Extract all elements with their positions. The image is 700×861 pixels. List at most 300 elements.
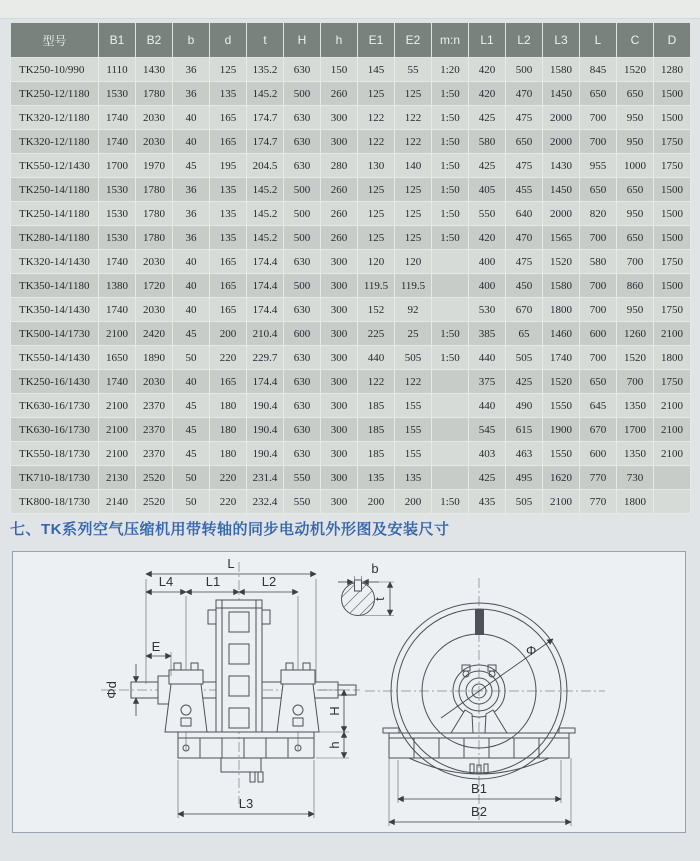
value-cell: 45 [173,394,210,418]
section-heading: 七、TK系列空气压缩机用带转轴的同步电动机外形图及安装尺寸 [10,521,450,538]
value-cell: 2030 [136,250,173,274]
value-cell [432,442,469,466]
value-cell: 475 [506,106,543,130]
model-cell: TK320-14/1430 [11,250,99,274]
value-cell: 1890 [136,346,173,370]
model-cell: TK250-12/1180 [11,82,99,106]
value-cell: 300 [321,346,358,370]
value-cell: 1520 [543,250,580,274]
value-cell: 400 [469,274,506,298]
table-row [11,58,691,82]
value-cell: 2100 [99,418,136,442]
column-header: 型号 [11,23,99,58]
value-cell: 2100 [654,442,691,466]
value-cell: 174.7 [247,106,284,130]
value-cell: 1750 [654,154,691,178]
value-cell [432,250,469,274]
value-cell: 40 [173,370,210,394]
value-cell: 195 [210,154,247,178]
value-cell: 2100 [99,442,136,466]
value-cell: 120 [358,250,395,274]
value-cell: 1700 [99,154,136,178]
value-cell: 1700 [617,418,654,442]
value-cell: 122 [358,130,395,154]
value-cell: 700 [617,250,654,274]
value-cell: 145.2 [247,226,284,250]
value-cell: 1530 [99,202,136,226]
value-cell: 260 [321,202,358,226]
value-cell: 500 [284,202,321,226]
model-cell: TK550-14/1430 [11,346,99,370]
model-cell: TK630-16/1730 [11,418,99,442]
value-cell: 2370 [136,418,173,442]
value-cell: 152 [358,298,395,322]
value-cell: 630 [284,346,321,370]
value-cell: 950 [617,298,654,322]
value-cell: 300 [321,442,358,466]
value-cell: 1000 [617,154,654,178]
value-cell: 1800 [654,346,691,370]
value-cell: 125 [358,202,395,226]
table-row [11,346,691,370]
model-cell: TK250-14/1180 [11,178,99,202]
value-cell: 463 [506,442,543,466]
value-cell: 700 [580,106,617,130]
value-cell: 730 [617,466,654,490]
value-cell: 1350 [617,442,654,466]
value-cell: 630 [284,154,321,178]
value-cell: 50 [173,346,210,370]
value-cell: 425 [506,370,543,394]
value-cell: 122 [395,106,432,130]
value-cell: 700 [580,298,617,322]
outline-drawing-box [12,551,686,833]
model-cell: TK800-18/1730 [11,490,99,514]
value-cell: 1900 [543,418,580,442]
column-header: h [321,23,358,58]
table-row [11,442,691,466]
value-cell: 50 [173,490,210,514]
value-cell: 630 [284,58,321,82]
value-cell: 145.2 [247,202,284,226]
column-header: B1 [99,23,136,58]
value-cell: 630 [284,298,321,322]
model-cell: TK500-14/1730 [11,322,99,346]
value-cell: 135 [210,178,247,202]
value-cell: 403 [469,442,506,466]
value-cell: 180 [210,442,247,466]
value-cell: 1500 [654,226,691,250]
value-cell: 280 [321,154,358,178]
column-header: L3 [543,23,580,58]
dim-label-h: h [327,741,342,749]
value-cell: 1740 [99,298,136,322]
value-cell: 220 [210,490,247,514]
value-cell: 650 [617,178,654,202]
value-cell: 650 [580,178,617,202]
column-header: d [210,23,247,58]
value-cell: 229.7 [247,346,284,370]
value-cell: 670 [580,418,617,442]
value-cell: 1800 [617,490,654,514]
model-cell: TK250-10/990 [11,58,99,82]
value-cell: 180 [210,418,247,442]
model-cell: TK350-14/1180 [11,274,99,298]
value-cell: 2100 [654,418,691,442]
table-row [11,370,691,394]
value-cell: 2370 [136,394,173,418]
value-cell: 1260 [617,322,654,346]
value-cell: 950 [617,202,654,226]
value-cell: 135.2 [247,58,284,82]
dim-label-phi: Φ [526,643,537,658]
value-cell: 700 [617,370,654,394]
value-cell: 2100 [99,322,136,346]
value-cell: 645 [580,394,617,418]
value-cell: 1740 [99,250,136,274]
value-cell: 500 [284,274,321,298]
value-cell: 600 [580,322,617,346]
value-cell: 125 [395,82,432,106]
value-cell: 1620 [543,466,580,490]
value-cell: 700 [580,130,617,154]
value-cell: 580 [580,250,617,274]
model-cell: TK320-12/1180 [11,106,99,130]
value-cell: 1:50 [432,178,469,202]
value-cell: 165 [210,298,247,322]
value-cell: 1520 [617,58,654,82]
value-cell: 425 [469,154,506,178]
value-cell: 2100 [99,394,136,418]
column-header: E2 [395,23,432,58]
column-header: H [284,23,321,58]
value-cell: 145.2 [247,178,284,202]
value-cell: 1530 [99,178,136,202]
value-cell: 1280 [654,58,691,82]
value-cell: 220 [210,346,247,370]
value-cell: 2100 [543,490,580,514]
value-cell: 36 [173,58,210,82]
value-cell: 630 [284,442,321,466]
spec-table-head-row [11,23,691,58]
value-cell: 2100 [654,322,691,346]
value-cell: 700 [580,226,617,250]
value-cell: 119.5 [395,274,432,298]
table-row [11,274,691,298]
column-header: m:n [432,23,469,58]
value-cell: 505 [395,346,432,370]
value-cell: 125 [358,82,395,106]
value-cell: 500 [284,82,321,106]
table-row [11,178,691,202]
value-cell: 130 [358,154,395,178]
front-view [365,578,605,826]
value-cell: 135 [358,466,395,490]
table-row [11,130,691,154]
value-cell: 120 [395,250,432,274]
value-cell: 1:50 [432,346,469,370]
value-cell: 1550 [543,394,580,418]
value-cell: 36 [173,178,210,202]
value-cell: 1:50 [432,490,469,514]
value-cell: 1530 [99,226,136,250]
value-cell: 1740 [543,346,580,370]
value-cell: 1580 [543,58,580,82]
value-cell: 1:50 [432,202,469,226]
value-cell: 640 [506,202,543,226]
column-header: L1 [469,23,506,58]
value-cell: 1:50 [432,322,469,346]
column-header: C [617,23,654,58]
value-cell: 300 [321,322,358,346]
value-cell: 1:50 [432,226,469,250]
value-cell: 1460 [543,322,580,346]
value-cell: 190.4 [247,442,284,466]
dim-label-L3: L3 [238,796,254,811]
column-header: D [654,23,691,58]
value-cell: 300 [321,298,358,322]
value-cell: 1530 [99,82,136,106]
model-cell: TK250-16/1430 [11,370,99,394]
value-cell: 65 [506,322,543,346]
value-cell: 1500 [654,202,691,226]
value-cell: 545 [469,418,506,442]
dim-label-t: t [372,597,387,601]
value-cell: 2030 [136,106,173,130]
value-cell: 1580 [543,274,580,298]
value-cell: 1:50 [432,130,469,154]
value-cell: 600 [284,322,321,346]
value-cell: 860 [617,274,654,298]
value-cell: 135 [395,466,432,490]
value-cell: 1110 [99,58,136,82]
value-cell: 190.4 [247,394,284,418]
value-cell: 955 [580,154,617,178]
value-cell: 185 [358,418,395,442]
table-row [11,106,691,130]
value-cell: 420 [469,58,506,82]
value-cell: 232.4 [247,490,284,514]
value-cell: 650 [617,82,654,106]
value-cell: 505 [506,490,543,514]
value-cell: 1500 [654,274,691,298]
value-cell [432,274,469,298]
value-cell: 1520 [543,370,580,394]
value-cell: 1350 [617,394,654,418]
table-row [11,466,691,490]
value-cell: 92 [395,298,432,322]
value-cell: 1740 [99,370,136,394]
value-cell: 1970 [136,154,173,178]
value-cell: 475 [506,154,543,178]
value-cell: 450 [506,274,543,298]
value-cell: 630 [284,130,321,154]
dim-label-b: b [371,561,379,576]
value-cell: 500 [284,226,321,250]
value-cell: 400 [469,250,506,274]
dim-label-L4: L4 [158,574,174,589]
value-cell [432,394,469,418]
value-cell: 50 [173,466,210,490]
value-cell: 1565 [543,226,580,250]
table-row [11,154,691,178]
value-cell: 385 [469,322,506,346]
model-cell: TK550-12/1430 [11,154,99,178]
value-cell: 180 [210,394,247,418]
value-cell: 420 [469,82,506,106]
table-row [11,202,691,226]
value-cell: 185 [358,442,395,466]
model-cell: TK710-18/1730 [11,466,99,490]
value-cell: 530 [469,298,506,322]
value-cell: 40 [173,130,210,154]
value-cell: 440 [358,346,395,370]
value-cell: 550 [284,490,321,514]
dim-label-L2: L2 [261,574,277,589]
value-cell: 580 [469,130,506,154]
model-cell: TK550-18/1730 [11,442,99,466]
value-cell: 155 [395,394,432,418]
value-cell: 630 [284,106,321,130]
value-cell: 650 [580,82,617,106]
dim-label-L1: L1 [205,574,221,589]
value-cell: 1750 [654,130,691,154]
value-cell: 200 [358,490,395,514]
value-cell: 425 [469,106,506,130]
value-cell: 45 [173,154,210,178]
value-cell: 1750 [654,370,691,394]
model-cell: TK320-12/1180 [11,130,99,154]
table-row [11,226,691,250]
value-cell: 25 [395,322,432,346]
value-cell: 1740 [99,106,136,130]
value-cell: 125 [395,226,432,250]
page-top-edge [0,0,700,19]
value-cell: 1750 [654,250,691,274]
value-cell: 670 [506,298,543,322]
value-cell: 630 [284,394,321,418]
value-cell: 550 [284,466,321,490]
value-cell: 36 [173,82,210,106]
value-cell: 40 [173,250,210,274]
value-cell: 145 [358,58,395,82]
value-cell: 2130 [99,466,136,490]
value-cell: 122 [358,106,395,130]
value-cell: 2520 [136,466,173,490]
value-cell: 1:50 [432,154,469,178]
model-cell: TK280-14/1180 [11,226,99,250]
table-row [11,418,691,442]
value-cell: 174.4 [247,370,284,394]
value-cell: 1430 [543,154,580,178]
value-cell: 45 [173,418,210,442]
value-cell: 2100 [654,394,691,418]
value-cell: 500 [506,58,543,82]
value-cell: 300 [321,370,358,394]
value-cell: 36 [173,202,210,226]
value-cell [654,466,691,490]
value-cell: 140 [395,154,432,178]
value-cell: 1780 [136,82,173,106]
value-cell: 700 [580,346,617,370]
table-row [11,322,691,346]
value-cell: 1380 [99,274,136,298]
value-cell: 615 [506,418,543,442]
value-cell: 1550 [543,442,580,466]
value-cell: 2520 [136,490,173,514]
value-cell: 2370 [136,442,173,466]
value-cell: 1650 [99,346,136,370]
value-cell: 1500 [654,106,691,130]
value-cell: 225 [358,322,395,346]
model-cell: TK630-16/1730 [11,394,99,418]
value-cell: 200 [210,322,247,346]
value-cell: 440 [469,346,506,370]
value-cell: 125 [358,226,395,250]
value-cell: 2030 [136,130,173,154]
shaft-section-detail [315,561,394,628]
column-header: E1 [358,23,395,58]
value-cell: 145.2 [247,82,284,106]
value-cell: 231.4 [247,466,284,490]
value-cell: 1780 [136,226,173,250]
value-cell: 150 [321,58,358,82]
column-header: b [173,23,210,58]
value-cell: 2030 [136,298,173,322]
value-cell [432,418,469,442]
spec-table [10,22,691,514]
value-cell: 600 [580,442,617,466]
value-cell: 2030 [136,370,173,394]
value-cell: 455 [506,178,543,202]
value-cell: 125 [395,178,432,202]
value-cell: 630 [284,250,321,274]
value-cell: 1:20 [432,58,469,82]
value-cell: 40 [173,298,210,322]
value-cell: 300 [321,394,358,418]
value-cell: 165 [210,106,247,130]
table-row [11,298,691,322]
value-cell: 300 [321,130,358,154]
value-cell: 165 [210,274,247,298]
value-cell: 36 [173,226,210,250]
value-cell: 165 [210,370,247,394]
value-cell [432,298,469,322]
value-cell: 2140 [99,490,136,514]
value-cell: 155 [395,442,432,466]
table-row [11,250,691,274]
value-cell: 1750 [654,298,691,322]
value-cell: 1450 [543,178,580,202]
value-cell: 40 [173,106,210,130]
value-cell: 125 [395,202,432,226]
column-header: B2 [136,23,173,58]
value-cell: 1500 [654,82,691,106]
model-cell: TK250-14/1180 [11,202,99,226]
value-cell: 165 [210,130,247,154]
value-cell: 650 [506,130,543,154]
value-cell: 45 [173,322,210,346]
value-cell: 45 [173,442,210,466]
dim-label-phi-d: Φd [104,681,119,699]
column-header: L2 [506,23,543,58]
value-cell: 495 [506,466,543,490]
value-cell: 505 [506,346,543,370]
value-cell: 630 [284,418,321,442]
value-cell: 650 [580,370,617,394]
dim-label-E: E [151,639,161,654]
value-cell: 165 [210,250,247,274]
